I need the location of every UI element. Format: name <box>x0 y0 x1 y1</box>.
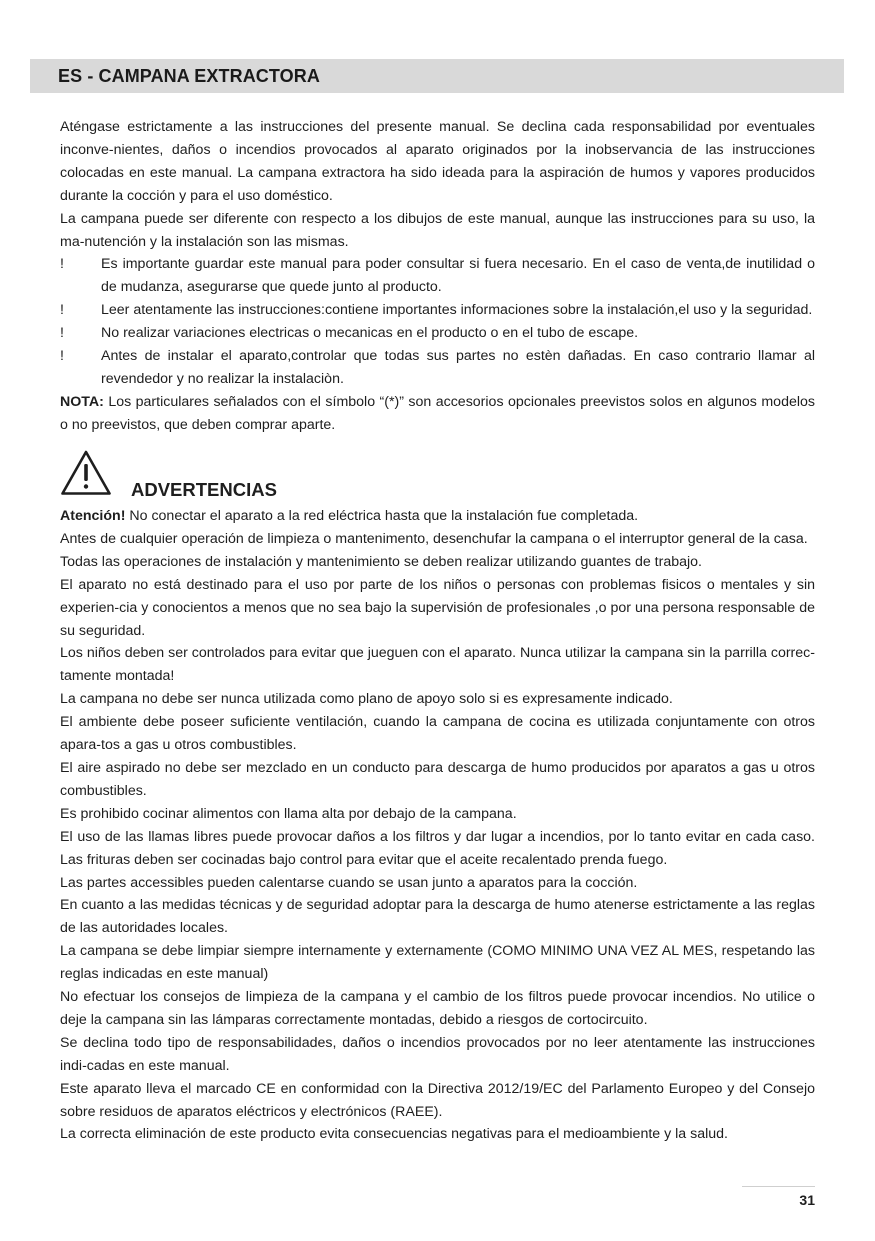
attention-paragraph <box>60 505 815 528</box>
section-title: ES - CAMPANA EXTRACTORA <box>58 66 320 86</box>
warning-paragraph: La correcta eliminación de este producto evita consecuencias negativas para el medioambiente y la salud. <box>60 1126 728 1143</box>
warning-paragraph: Este aparato lleva el marcado CE en conformidad con la Directiva 2012/19/EC del Parlamento Europeo y del Consejo sobre residuos de aparatos eléctricos y electrónicos (RAEE). <box>60 1080 815 1120</box>
intro-paragraph-2: La campana puede ser diferente con respecto a los dibujos de este manual, aunque las instrucciones para su uso, la ma-nutención y la instalación son las mismas. <box>60 210 815 250</box>
warning-paragraph: El aire aspirado no debe ser mezclado en un conducto para descarga de humo producidos por aparatos a gas u otros combustibles. <box>60 759 815 799</box>
footer-divider <box>742 1186 815 1187</box>
warning-paragraph: Las partes accessibles pueden calentarse cuando se usan junto a aparatos para la cocción. <box>60 874 638 891</box>
bullet-item <box>60 322 815 345</box>
page-number: 31 <box>799 1192 815 1208</box>
bullet-text: No realizar variaciones electricas o mecanicas en el producto o en el tubo de escape. <box>101 325 639 342</box>
warning-paragraph: No efectuar los consejos de limpieza de la campana y el cambio de los filtros puede provocar incendios. No utilice o deje la campana sin las lámparas correctamente montadas, debido a riesgos de cortocircuito. <box>60 989 815 1028</box>
bullet-item <box>60 299 815 322</box>
warning-paragraph: La campana no debe ser nunca utilizada como plano de apoyo solo si es expresamente indicado. <box>60 691 673 708</box>
nota-text: Los particulares señalados con el símbolo “(*)” son accesorios opcionales preevistos solos en algunos modelos o no preevistos, que deben comprar aparte. <box>60 393 815 433</box>
section-header-bar <box>30 59 844 93</box>
bullet-item <box>60 345 815 391</box>
exclamation-bullet: ! <box>60 325 64 342</box>
exclamation-bullet: ! <box>60 256 64 273</box>
attention-label: Atención! <box>60 508 126 524</box>
nota-label: NOTA: <box>60 393 104 410</box>
warning-paragraph: Es prohibido cocinar alimentos con llama alta por debajo de la campana. <box>60 805 517 822</box>
intro-section <box>60 116 815 437</box>
exclamation-bullet: ! <box>60 302 64 319</box>
warnings-section <box>60 505 815 1146</box>
warnings-header <box>60 449 460 501</box>
warning-paragraph: La campana se debe limpiar siempre internamente y externamente (COMO MINIMO UNA VEZ AL MES, respetando las reglas indicadas en este manual) <box>60 943 815 983</box>
warnings-title: ADVERTENCIAS <box>131 479 277 500</box>
warning-triangle-icon <box>60 449 112 497</box>
bullet-text: Leer atentamente las instrucciones:contiene importantes informaciones sobre la instalación,el uso y la seguridad. <box>101 302 813 319</box>
warning-paragraph: Antes de cualquier operación de limpieza o mantenimento, desenchufar la campana o el interruptor general de la casa. <box>60 530 808 547</box>
intro-paragraph-1: Aténgase estrictamente a las instrucciones del presente manual. Se declina cada responsabilidad por eventuales inconve-nientes, daños o incendios provocados al aparato originados por la inobservancia de las instrucciones colocadas en este manual. La campana extractora ha sido ideada para la aspiración de humos y vapores producidos durante la cocción y para el uso doméstico. <box>60 119 815 204</box>
warning-paragraph: Se declina todo tipo de responsabilidades, daños o incendios provocados por no leer atentamente las instrucciones indi-cadas en este manual. <box>60 1034 815 1074</box>
warning-paragraph: En cuanto a las medidas técnicas y de seguridad adoptar para la descarga de humo atenerse estrictamente a las reglas de las autoridades locales. <box>60 897 815 937</box>
bullet-text: Antes de instalar el aparato,controlar que todas sus partes no estèn dañadas. En caso contrario llamar al revendedor y no realizar la instalaciòn. <box>101 348 815 387</box>
bullet-text: Es importante guardar este manual para poder consultar si fuera necesario. En el caso de venta,de inutilidad o de mudanza, asegurarse que quede junto al producto. <box>101 256 815 296</box>
warning-paragraph: El aparato no está destinado para el uso por parte de los niños o personas con problemas fisicos o mentales y sin experien-cia y conocientos a menos que no sea bajo la supervisión de profesionales ,o por una persona responsable de su seguridad. <box>60 576 815 639</box>
warning-paragraph: Los niños deben ser controlados para evitar que jueguen con el aparato. Nunca utilizar la campana sin la parrilla correc-tamente montada! <box>60 645 815 685</box>
warning-paragraph: El ambiente debe poseer suficiente ventilación, cuando la campana de cocina es utilizada conjuntamente con otros apara-tos a gas u otros combustibles. <box>60 714 815 754</box>
bullet-item <box>60 253 815 299</box>
nota-paragraph <box>60 391 815 437</box>
warning-paragraph: El uso de las llamas libres puede provocar daños a los filtros y dar lugar a incendios, por lo tanto evitar en cada caso. Las frituras deben ser cocinadas bajo control para evitar que el aceite recalentado prenda fuego. <box>60 828 815 868</box>
warning-paragraph: Todas las operaciones de instalación y mantenimiento se deben realizar utilizando guantes de trabajo. <box>60 553 702 570</box>
exclamation-bullet: ! <box>60 348 64 365</box>
attention-text: No conectar el aparato a la red eléctrica hasta que la instalación fue completada. <box>125 508 639 524</box>
